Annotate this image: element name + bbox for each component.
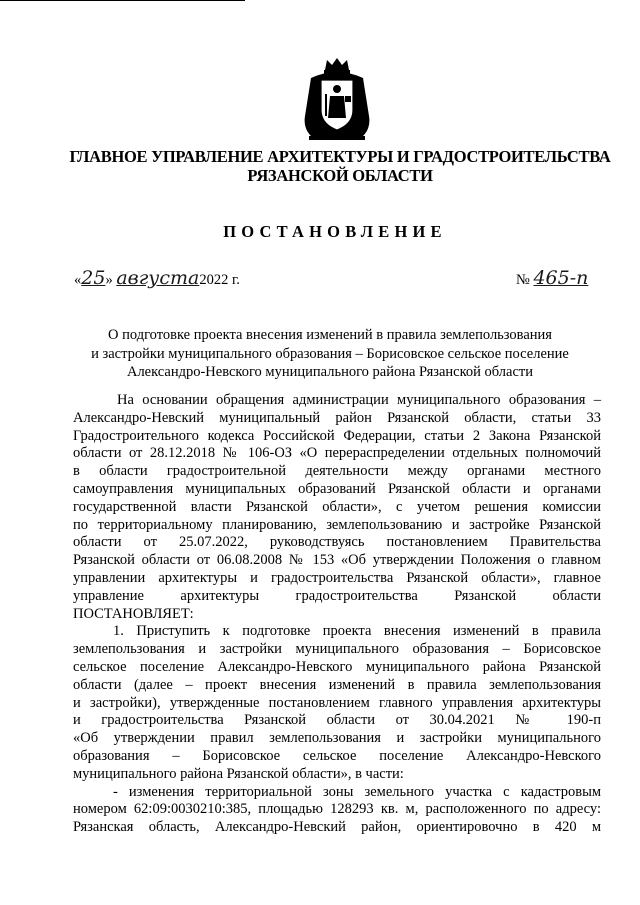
date-open-quote: « — [74, 272, 82, 288]
body-line: образования – Борисовское сельское поселение Александро-Невского — [73, 747, 601, 764]
subject-line: Александро-Невского муниципального района Рязанской области — [126, 364, 534, 380]
body-line: управлении архитектуры и градостроительства Рязанской области», главное — [73, 569, 601, 586]
subject-line: О подготовке проекта внесения изменений в правила землепользования — [108, 327, 552, 343]
document-body — [73, 392, 601, 837]
body-line: области от 25.07.2022, руководствуясь постановлением Правительства — [73, 534, 601, 551]
body-line-bullet: - изменения территориальной зоны земельного участка с кадастровым — [113, 783, 601, 800]
body-line: «Об утверждении правил землепользования и застройки муниципального — [73, 730, 601, 747]
body-line: номером 62:09:0030210:385, площадью 128293 кв. м, расположенного по адресу: — [73, 801, 601, 818]
document-date — [74, 267, 240, 289]
body-line: управление архитектуры градостроительства Рязанской области — [73, 587, 601, 604]
date-day-handwritten: 25 — [81, 267, 106, 289]
body-line: Рязанская область, Александро-Невский район, ориентировочно в 420 м — [73, 819, 601, 836]
body-line: Александро-Невский муниципальный район Рязанской области, статьи 33 — [73, 409, 601, 426]
date-year: 2022 г. — [199, 272, 240, 288]
body-line: На основании обращения администрации муниципального образования – — [117, 392, 601, 408]
body-line: Градостроительного кодекса Российской Федерации, статьи 2 Закона Рязанской — [73, 427, 601, 444]
org-name-line1: ГЛАВНОЕ УПРАВЛЕНИЕ АРХИТЕКТУРЫ И ГРАДОСТРОИТЕЛЬСТВА — [69, 147, 611, 166]
subject-line: и застройки муниципального образования – Борисовское сельское поселение — [91, 345, 569, 362]
body-line: области от 28.12.2018 № 106-ОЗ «О перераспределении отдельных полномочий — [73, 445, 601, 462]
document-number — [516, 267, 588, 289]
document-subject — [60, 326, 600, 382]
body-line: государственной власти Рязанской области», с учетом решения комиссии — [73, 498, 601, 515]
body-line: самоуправления муниципальных образований Рязанской области и органами — [73, 480, 601, 497]
body-line: Рязанской области от 06.08.2008 № 153 «Об утверждении Положения о главном — [73, 552, 601, 569]
document-type-title: ПОСТАНОВЛЕНИЕ — [223, 222, 447, 241]
body-line: землепользования и застройки муниципального образования – Борисовское — [73, 641, 601, 658]
body-line: муниципального района Рязанской области», в части: — [73, 765, 404, 782]
body-line-resolves: ПОСТАНОВЛЯЕТ: — [73, 605, 194, 622]
number-value-handwritten: 465-п — [533, 267, 589, 289]
body-line-item-1: 1. Приступить к подготовке проекта внесения изменений в правила — [113, 623, 601, 640]
body-line: по территориальному планированию, землепользованию и застройке Рязанской — [73, 516, 601, 533]
org-name-line2: РЯЗАНСКОЙ ОБЛАСТИ — [247, 166, 433, 185]
body-line: в области градостроительной деятельности между органами местного — [73, 463, 601, 480]
ryazan-coat-of-arms-icon — [297, 56, 377, 142]
date-month-handwritten: августа — [116, 267, 200, 289]
body-line: и градостроительства Рязанской области от 30.04.2021 № 190-п — [73, 712, 601, 729]
top-rule — [0, 0, 245, 1]
body-line: и застройки), утвержденные постановлением главного управления архитектуры — [73, 694, 601, 711]
body-line: области (далее – проект внесения изменений в правила землепользования — [73, 676, 601, 693]
date-close-quote: » — [105, 272, 113, 288]
body-line: сельское поселение Александро-Невского муниципального района Рязанской — [73, 658, 601, 675]
number-prefix: № — [516, 272, 530, 288]
